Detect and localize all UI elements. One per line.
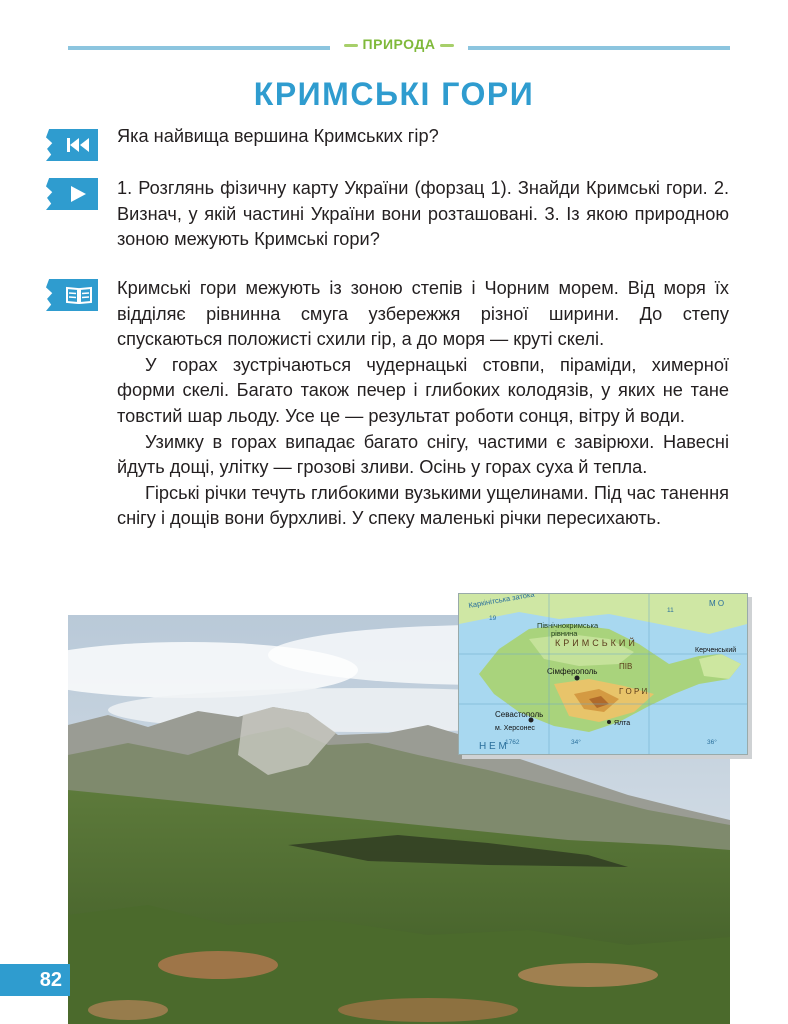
map-label-kerch: Керченський	[695, 647, 737, 654]
reading-paragraph-4: Гірські річки течуть глибокими вузькими ущелинами. Під час танення снігу і дощів вони бурхливі. У спеку маленькі річки пересихають.	[117, 482, 729, 529]
play-icon	[46, 178, 98, 210]
map-label-36: 36°	[707, 739, 717, 746]
leaf-ornament-right	[440, 44, 454, 47]
map-label-1762: 1762	[505, 739, 520, 746]
map-label-m: М О	[709, 599, 725, 608]
section-label-text: ПРИРОДА	[362, 36, 436, 52]
book-icon	[46, 279, 98, 311]
header-line-right	[468, 46, 730, 50]
task-text: 1. Розглянь фізичну карту України (форзац 1). Знайди Кримські гори. 2. Визнач, у якій частині України вони розташовані. 3. Із якою природною зоною межують Кримські гори?	[117, 178, 729, 250]
rewind-icon	[46, 129, 98, 161]
map-label-gory: Г О Р И	[619, 687, 648, 696]
reading-paragraph-2: У горах зустрічаються чудернацькі стовпи, піраміди, химерної форми скелі. Багато також печер і глибоких колодязів, у яких не тане товстий шар льоду. Усе це — результат роботи сонця, вітру й води.	[117, 354, 729, 426]
reading-paragraph-1: Кримські гори межують із зоною степів і Чорним морем. Від моря їх відділяє рівнинна смуга узбережжя різної ширини. До степу спускаються положисті схили гір, а до моря — круті скелі.	[117, 278, 729, 350]
leaf-ornament-left	[344, 44, 358, 47]
map-label-khersones: м. Херсонес	[495, 725, 535, 732]
crimea-map	[458, 593, 748, 755]
map-label-crimea: КРИМСЬКИЙ	[555, 638, 638, 648]
page-number: 82	[39, 969, 62, 991]
map-label-simferopol: Сімферополь	[547, 667, 598, 676]
reading-block	[117, 276, 729, 532]
map-label-plain2: рівнина	[551, 629, 578, 638]
map-label-sevastopol: Севастополь	[495, 710, 544, 719]
section-label	[330, 36, 468, 52]
map-label-11: 11	[667, 607, 674, 614]
map-label-yalta: Ялта	[614, 720, 631, 727]
reading-paragraph-3: Узимку в горах випадає багато снігу, частими є завірюхи. Навесні йдуть дощі, улітку — грозові зливи. Осінь у горах суха й тепла.	[117, 431, 729, 478]
map-label-pivostriv: ПІВ	[619, 662, 633, 671]
map-label-sea: Н Е М	[479, 741, 507, 752]
map-label-plain1: Північнокримська	[537, 621, 599, 630]
map-label-34: 34°	[571, 739, 581, 746]
page-title: КРИМСЬКІ ГОРИ	[253, 76, 535, 112]
map-label-19: 19	[489, 615, 497, 622]
question-text: Яка найвища вершина Кримських гір?	[117, 126, 439, 146]
header-line-left	[68, 46, 330, 50]
map-label-karkinit: Каркінітська затока	[467, 594, 536, 610]
